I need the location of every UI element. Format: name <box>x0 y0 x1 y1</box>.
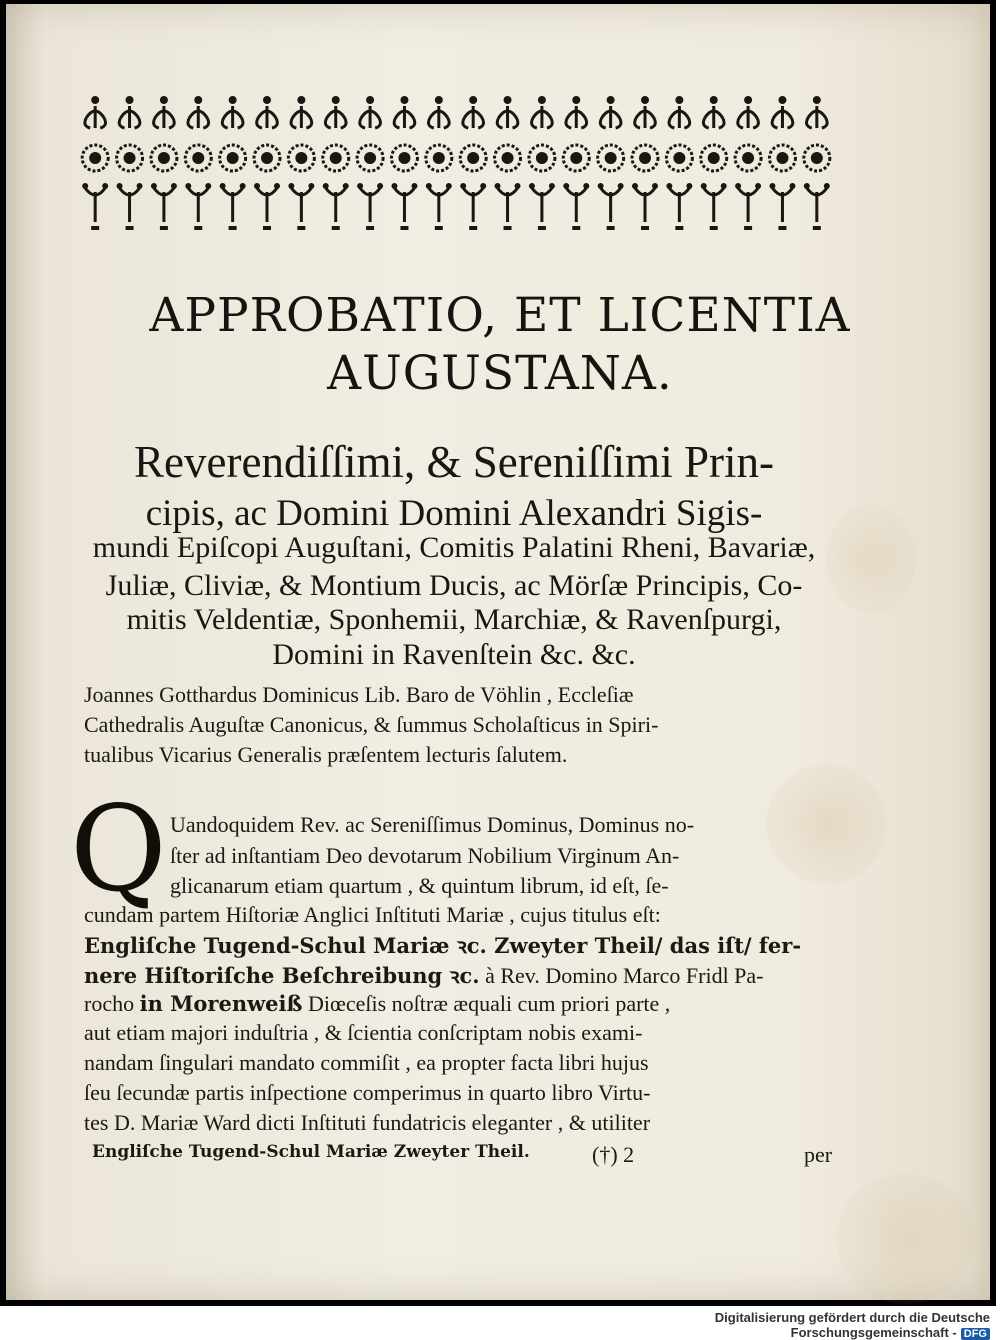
title-line-1: APPROBATIO, ET LICENTIA <box>149 288 851 343</box>
vicar-line: tualibus Vicarius Generalis præſentem lecturis ſalutem. <box>84 742 568 767</box>
latin-phrase: rocho <box>84 991 135 1016</box>
vicar-line: Cathedralis Auguſtæ Canonicus, & ſummus Scholaſticus in Spiri- <box>84 712 659 737</box>
dfg-logo-icon: DFG <box>961 1328 990 1340</box>
body-line <box>84 991 670 1017</box>
body-line: cundam partem Hiſtoriæ Anglici Inſtituti Mariæ , cujus titulus eſt: <box>84 902 661 927</box>
heading-line: mundi Epiſcopi Auguſtani, Comitis Palatini Rheni, Bavariæ, <box>92 531 816 564</box>
body-line: ſeu ſecundæ partis inſpectione comperimus in quarto libro Virtu- <box>84 1080 651 1105</box>
vicar-line: Joannes Gotthardus Dominicus Lib. Baro de Vöhlin , Eccleſiæ <box>84 682 634 707</box>
body-line: tes D. Mariæ Ward dicti Inſtituti fundatricis eleganter , & utiliter <box>84 1110 651 1135</box>
body-line: glicanarum etiam quartum , & quintum librum, id eſt, ſe- <box>170 873 669 898</box>
heading-line: cipis, ac Domini Domini Alexandri Sigis- <box>145 493 763 534</box>
body-line: nandam ſingulari mandato commiſit , ea propter facta libri hujus <box>84 1050 649 1075</box>
title-line-2: AUGUSTANA. <box>327 346 673 401</box>
catchword: per <box>804 1142 833 1167</box>
paper-stain <box>766 764 886 884</box>
blackletter-phrase: in Morenweiß <box>139 991 303 1016</box>
body-line: aut etiam majori induſtria , & ſcientia conſcriptam nobis exami- <box>84 1020 643 1045</box>
body-line: ſter ad inſtantiam Deo devotarum Nobilium Virginum An- <box>170 843 680 868</box>
body-line-blackletter: Engliſche Tugend-Schul Mariæ ꝛc. Zweyter Theil/ das iſt/ fer- <box>84 933 802 958</box>
body-line: Uandoquidem Rev. ac Sereniſſimus Dominus, Dominus no- <box>170 812 695 837</box>
drop-cap: Q <box>70 780 167 918</box>
funding-notice <box>560 1310 990 1340</box>
body-line <box>84 962 764 990</box>
blackletter-phrase: nere Hiſtoriſche Beſchreibung ꝛc. <box>84 963 480 988</box>
paper-stain <box>836 1174 976 1304</box>
heading-line: Domini in Ravenſtein &c. &c. <box>272 638 636 671</box>
signature-mark: (†) 2 <box>592 1142 635 1167</box>
decorative-header-ornament <box>78 88 834 238</box>
running-title: Engliſche Tugend-Schul Mariæ Zweyter Theil. <box>92 1142 530 1162</box>
funding-text: Digitalisierung gefördert durch die Deutsche Forschungsgemeinschaft - <box>714 1310 990 1340</box>
heading-line: Juliæ, Cliviæ, & Montium Ducis, ac Mörſæ Principis, Co- <box>105 569 803 602</box>
heading-line: mitis Veldentiæ, Sponhemii, Marchiæ, & Ravenſpurgi, <box>126 603 782 636</box>
latin-phrase: à Rev. Domino Marco Fridl Pa- <box>485 963 764 988</box>
latin-phrase: Diœceſis noſtræ æquali cum priori parte , <box>307 991 671 1016</box>
heading-line: Reverendiſſimi, & Sereniſſimi Prin- <box>134 437 774 487</box>
